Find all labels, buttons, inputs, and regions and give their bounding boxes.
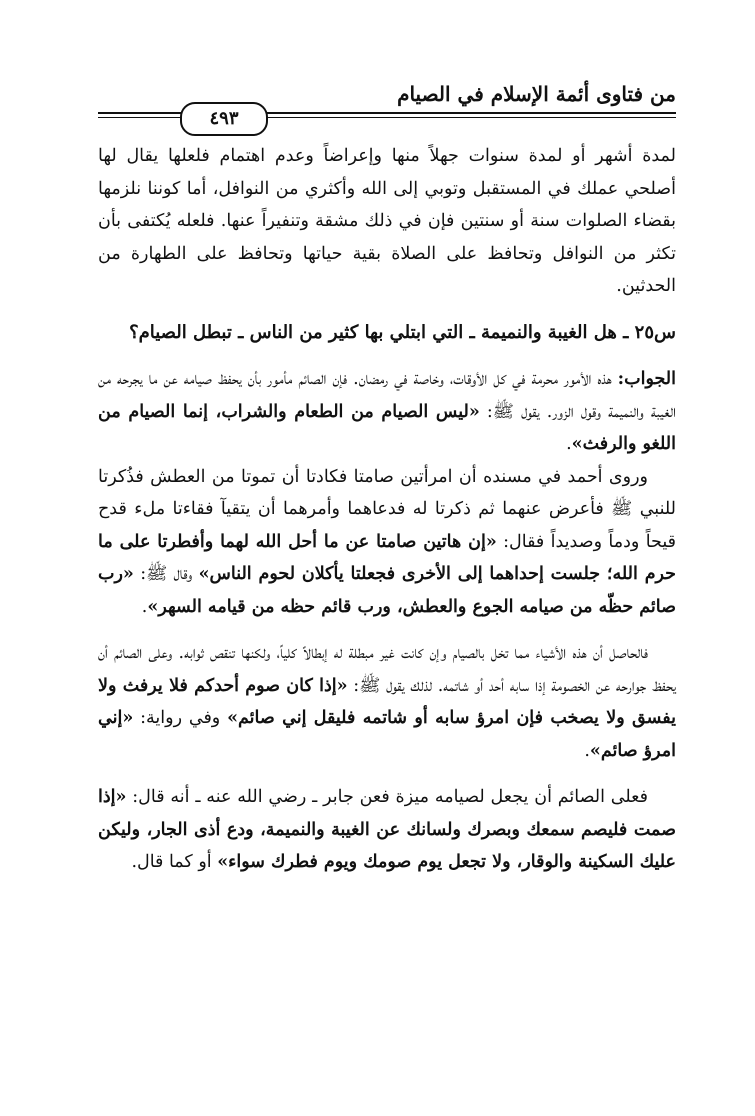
conclusion-text: فالحاصل أن هذه الأشياء مما تخل بالصيام وإن كانت غير مبطلة له إبطالاً كلياً، ولكنها تنقص ثوابه. وعلى الصائم أن يحفظ جوارحه عن الخصومة إذا سابه أحد أو شاتمه. لذلك يقول ﷺ: — [98, 643, 676, 696]
answer-end: . — [566, 434, 572, 454]
narration-paragraph — [98, 461, 676, 624]
answer-text: هذه الأمور محرمة في كل الأوقات، وخاصة في رمضان. فإن الصائم مأمور بأن يحفظ صيامه عن ما يجرحه من الغيبة والنميمة وقول الزور. يقول ﷺ: — [98, 369, 676, 422]
final-paragraph — [98, 781, 676, 879]
answer-paragraph — [98, 363, 676, 461]
spacer — [98, 623, 676, 637]
hadith-quote: «ليس الصيام من الطعام والشراب، إنما الصيام من اللغو والرفث» — [98, 401, 676, 454]
narration-end: . — [141, 596, 148, 617]
spacer — [98, 349, 676, 363]
spacer — [98, 767, 676, 781]
page-number-badge: ٤٩٣ — [180, 102, 268, 136]
hadith-quote: «إذا كان صوم أحدكم فلا يرفث ولا يفسق ولا يصخب فإن امرؤ سابه أو شاتمه فليقل إني صائم» — [98, 675, 676, 728]
narration-text: وروى أحمد في مسنده أن امرأتين صامتا فكادتا أن تموتا من العطش فذُكرتا للنبي ﷺ فأعرض عنهما ثم ذكرتا له فدعاهما وأمرهما أن يتقيآ فقاءتا ملء قدح قيحاً ودماً وصديداً فقال: — [98, 466, 676, 552]
conclusion-end: . — [584, 740, 590, 761]
paragraph-continuation: لمدة أشهر أو لمدة سنوات جهلاً منها وإعراضاً وعدم اهتمام فلعلها يقال لها أصلحي عملك في المستقبل وتوبي إلى الله وأكثري من النوافل، أما كوننا نلزمها بقضاء الصلوات سنة أو سنتين فإن في ذلك مشقة وتنفيراً عنها. فلعله يُكتفى بأن تكثر من النوافل وتحافظ على الصلاة بقية حياتها وتحافظ على الطهارة من الحدثين. — [98, 146, 676, 296]
conclusion-paragraph — [98, 637, 676, 767]
final-end: أو كما قال. — [131, 852, 218, 872]
hadith-quote: «رب صائم حظّه من صيامه الجوع والعطش، ورب قائم حظه من قيامه السهر» — [98, 564, 676, 617]
hadith-quote: «إني امرؤ صائم» — [98, 708, 676, 761]
spacer — [98, 303, 676, 317]
hadith-quote: «إذا صمت فليصم سمعك وبصرك ولسانك عن الغيبة والنميمة، ودع أذى الجار، وليكن عليك السكينة والوقار، ولا تجعل يوم صومك ويوم فطرك سواء» — [98, 787, 676, 872]
answer-label: الجواب: — [617, 369, 676, 389]
page-header — [98, 72, 676, 129]
hadith-quote: «إن هاتين صامتا عن ما أحل الله لهما وأفطرتا على ما حرم الله؛ جلست إحداهما إلى الأخرى فجعلتا يأكلان لحوم الناس» — [98, 531, 676, 584]
page-body — [98, 140, 676, 879]
question-heading: س٢٥ ـ هل الغيبة والنميمة ـ التي ابتلي بها كثير من الناس ـ تبطل الصيام؟ — [129, 321, 676, 343]
conclusion-text: وفي رواية: — [133, 708, 228, 728]
final-text: فعلى الصائم أن يجعل لصيامه ميزة فعن جابر ـ رضي الله عنه ـ أنه قال: — [126, 787, 648, 807]
running-title: من فتاوى أئمة الإسلام في الصيام — [397, 82, 676, 106]
narration-text: وقال ﷺ: — [133, 564, 199, 584]
